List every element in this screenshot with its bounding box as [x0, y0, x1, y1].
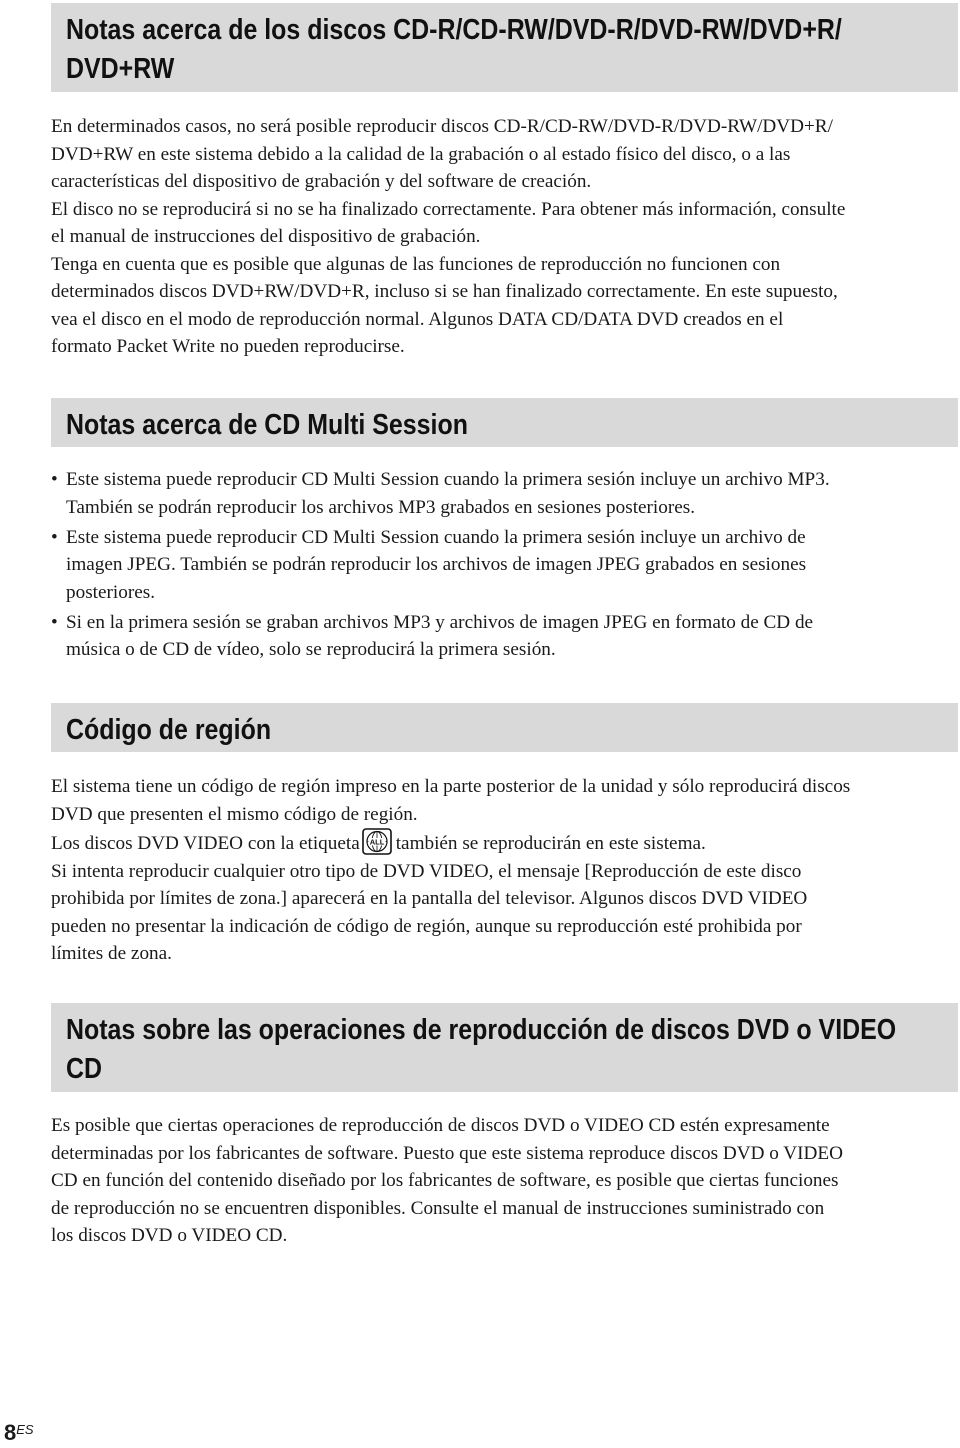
region-label-line: Los discos DVD VIDEO con la etiqueta ALL también se reproducirán en este sistema.: [51, 828, 960, 858]
list-item: • Este sistema puede reproducir CD Multi Session cuando la primera sesión incluye un archivo de imagen JPEG. También se podrán reproducir los archivos de imagen JPEG grabados en sesiones posteriores.: [51, 524, 960, 607]
multi-session-list: [51, 466, 960, 666]
page-locale-suffix: ES: [16, 1422, 34, 1437]
section-heading-playback-operations: [51, 1003, 958, 1092]
section-heading-cdr-notes: [51, 3, 958, 92]
bullet-icon: •: [51, 611, 58, 633]
bullet-icon: •: [51, 469, 58, 490]
section-title: Notas acerca de CD Multi Session: [66, 409, 468, 441]
list-item: • Si en la primera sesión se graban archivos MP3 y archivos de imagen JPEG en formato de CD de música o de CD de vídeo, solo se reproducirá la primera sesión.: [51, 609, 960, 664]
page-number: $8^{ES}$: [4, 1420, 34, 1445]
bullet-icon: •: [51, 526, 58, 548]
list-item: • Este sistema puede reproducir CD Multi Session cuando la primera sesión incluye un archivo MP3. También se podrán reproducir los archivos MP3 grabados en sesiones posteriores.: [51, 466, 960, 521]
section-heading-multi-session: [51, 398, 958, 447]
section-title: Notas acerca de los discos CD-R/CD-RW/DVD-R/DVD-RW/DVD+R/ DVD+RW: [66, 14, 842, 85]
section-title: Código de región: [66, 714, 272, 746]
section-heading-region-code: [51, 703, 958, 752]
playback-operations-body: Es posible que ciertas operaciones de reproducción de discos DVD o VIDEO CD estén expresamente determinadas por los fabricantes de software. Puesto que este sistema reproduce discos DVD o VIDEO CD en función del contenido diseñado por los fabricantes de software, es posible que ciertas funciones de reproducción no se encuentren disponibles. Consulte el manual de instrucciones suministrado con los discos DVD o VIDEO CD.: [51, 1115, 843, 1246]
region-all-globe-icon: [362, 828, 392, 855]
section-title: Notas sobre las operaciones de reproducción de discos DVD o VIDEO CD: [66, 1014, 897, 1085]
cdr-notes-body: En determinados casos, no será posible reproducir discos CD-R/CD-RW/DVD-R/DVD-RW/DVD+R/ DVD+RW en este sistema debido a la calidad de la grabación o al estado físico del disco, o a las características del dispositivo de grabación y del software de creación. El disco no se reproducirá si no se ha finalizado correctamente. Para obtener más información, consulte el manual de instrucciones del dispositivo de grabación. Tenga en cuenta que es posible que algunas de las funciones de reproducción no funcionen con determinados discos DVD+RW/DVD+R, incluso si se han finalizado correctamente. En este supuesto, vea el disco en el modo de reproducción normal. Algunos DATA CD/DATA DVD creados en el formato Packet Write no pueden reproducirse.: [51, 116, 846, 357]
svg-text:ALL: ALL: [369, 837, 385, 847]
region-code-body: El sistema tiene un código de región impreso en la parte posterior de la unidad y sólo reproducirá discos DVD que presenten el mismo código de región. Los discos DVD VIDEO con la etiqueta ALL también se reproducirán en este sistema. Si intenta reproducir cualquier otro tipo de DVD VIDEO, el mensaje [Reproducción de este disco prohibida por límites de zona.] aparecerá en la pantalla del televisor. Algunos discos DVD VIDEO pueden no presentar la indicación de código de región, aunque su reproducción esté prohibida por límites de zona.: [51, 773, 960, 968]
